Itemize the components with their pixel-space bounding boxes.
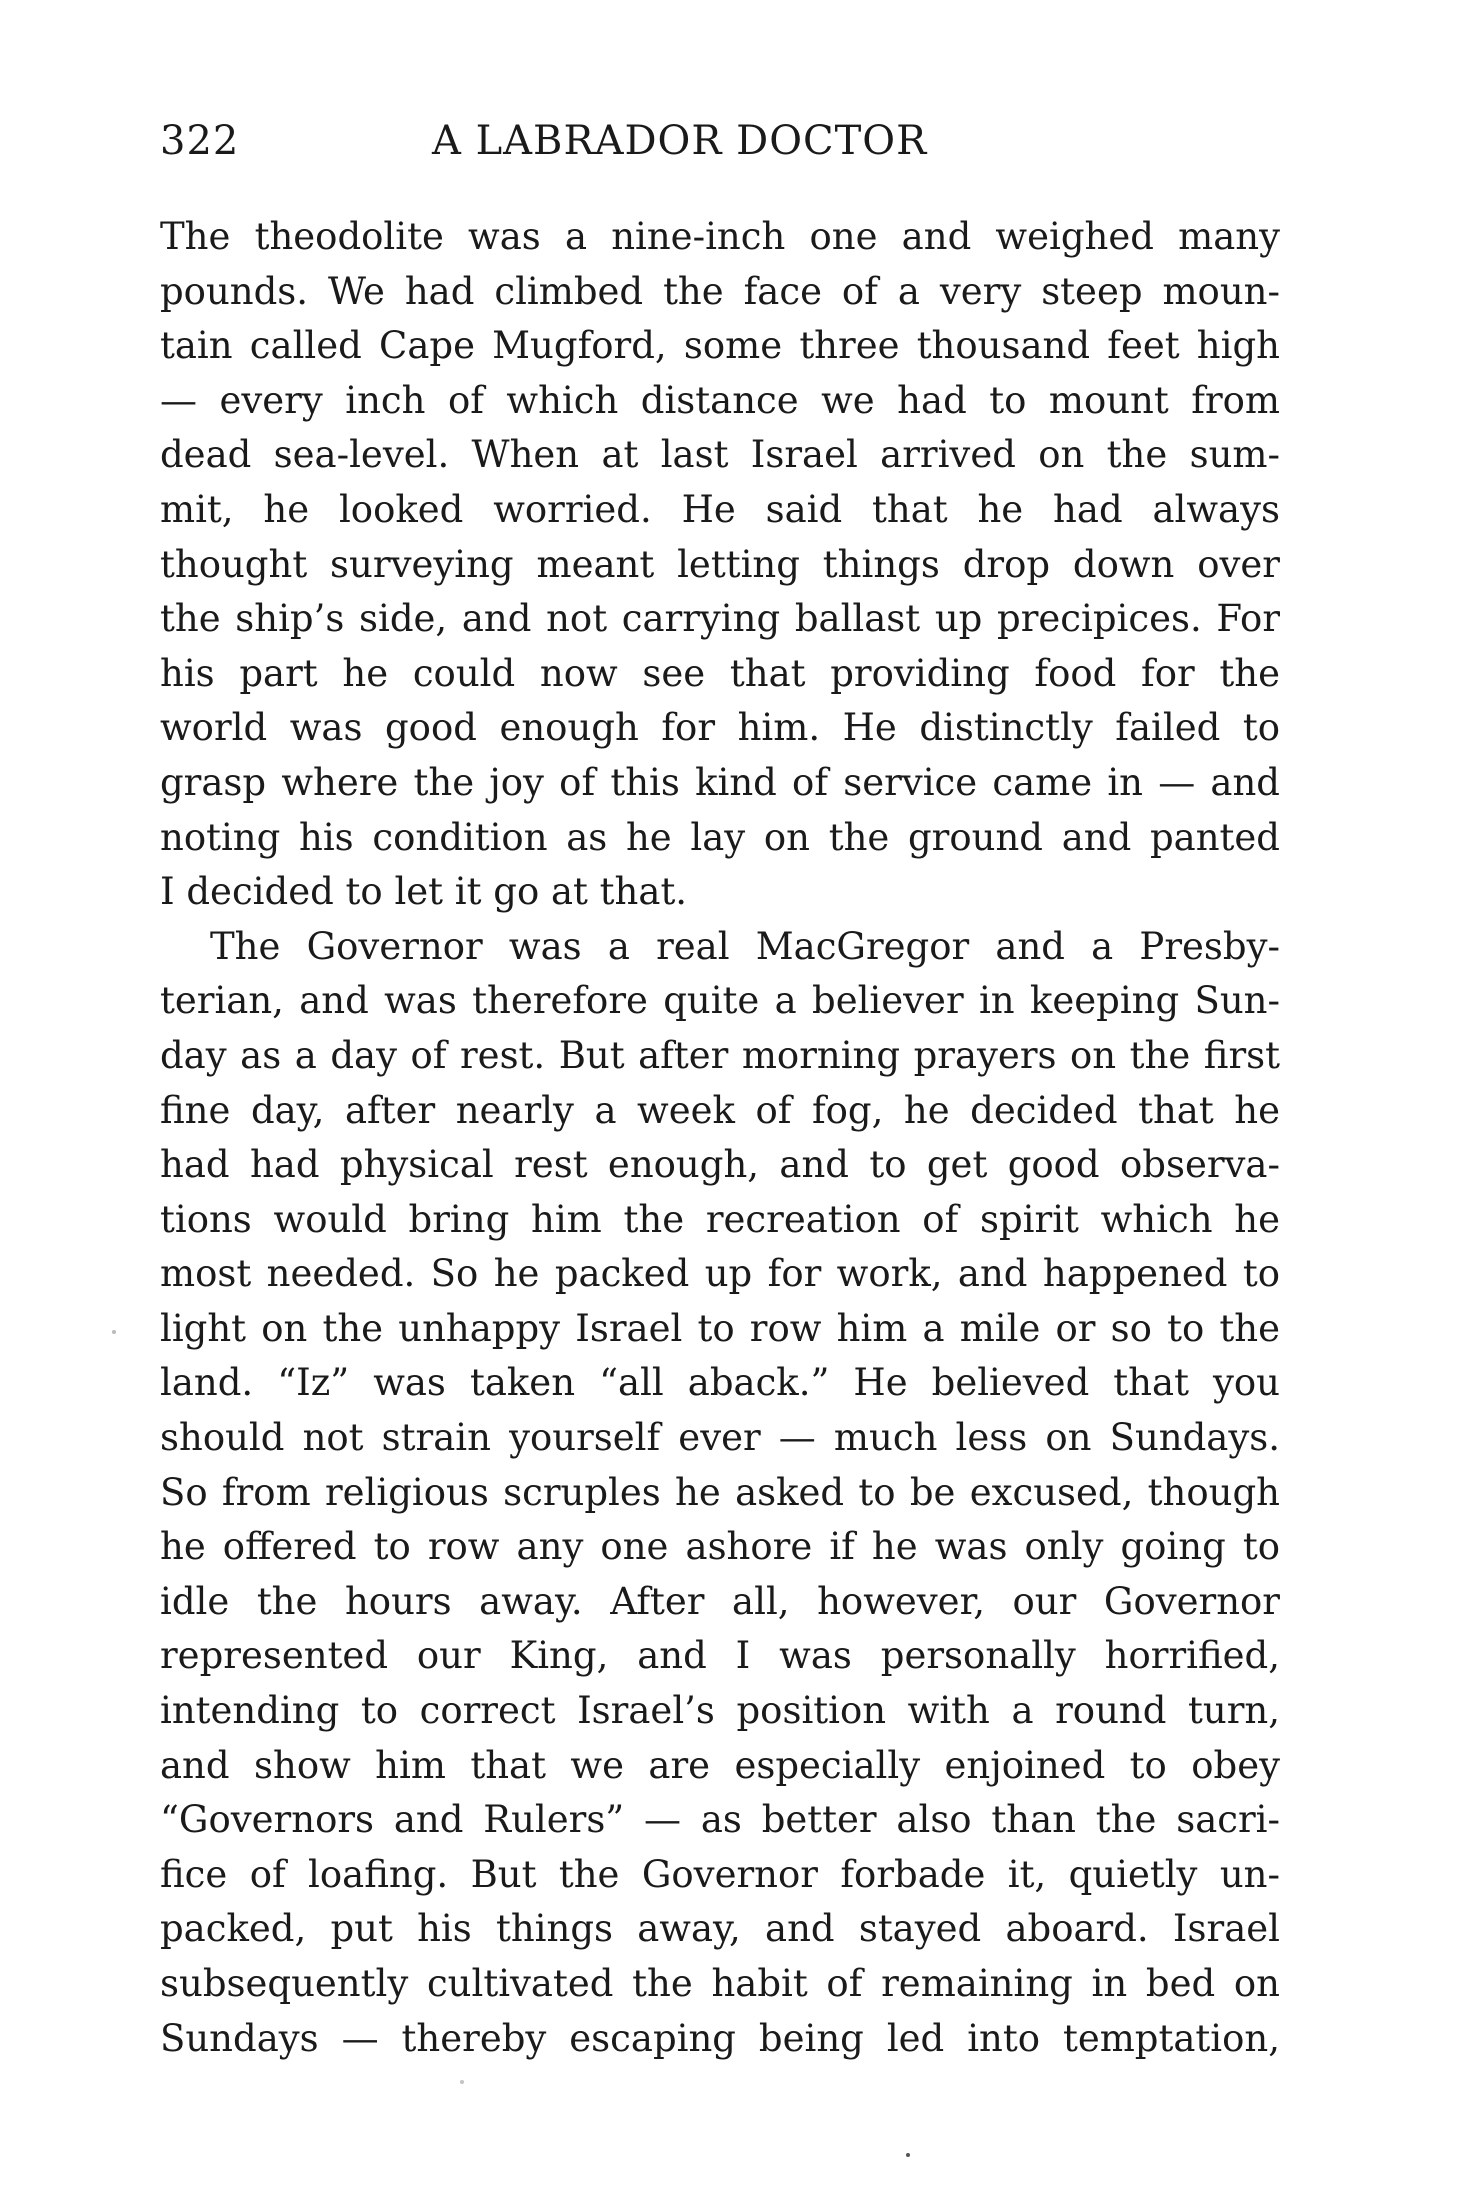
text-line: most needed. So he packed up for work, and happened to [160, 1252, 1280, 1296]
text-line: tain called Cape Mugford, some three thousand feet high [160, 324, 1280, 368]
page-number: 322 [160, 118, 240, 164]
text-line: light on the unhappy Israel to row him a mile or so to the [160, 1306, 1280, 1350]
scan-speck [460, 2080, 464, 2084]
body-text [160, 210, 1280, 2066]
text-line: dead sea-level. When at last Israel arrived on the sum- [160, 433, 1280, 477]
text-line: Sundays — thereby escaping being led into temptation, [160, 2016, 1280, 2060]
text-line: tions would bring him the recreation of spirit which he [160, 1197, 1280, 1241]
text-line: his part he could now see that providing food for the [160, 651, 1280, 695]
text-line: I decided to let it go at that. [160, 870, 688, 914]
text-line: subsequently cultivated the habit of remaining in bed on [160, 1962, 1280, 2005]
text-line: fine day, after nearly a week of fog, he decided that he [160, 1088, 1280, 1132]
text-line: fice of loafing. But the Governor forbade it, quietly un- [160, 1852, 1280, 1896]
text-line: the ship’s side, and not carrying ballast up precipices. For [160, 597, 1280, 641]
text-line: mit, he looked worried. He said that he had always [160, 487, 1280, 531]
scan-speck [112, 1330, 116, 1334]
text-line: had had physical rest enough, and to get good observa- [160, 1143, 1280, 1187]
text-line: The Governor was a real MacGregor and a Presby- [210, 924, 1280, 968]
text-line: So from religious scruples he asked to be excused, though [160, 1470, 1280, 1514]
text-line: intending to correct Israel’s position with a round turn, [160, 1689, 1280, 1733]
text-line: and show him that we are especially enjoined to obey [160, 1743, 1280, 1787]
paragraph [160, 210, 1280, 920]
paragraph [160, 920, 1280, 2066]
text-line: “Governors and Rulers” — as better also than the sacri- [160, 1798, 1280, 1842]
running-title: A LABRADOR DOCTOR [432, 118, 928, 164]
text-line: terian, and was therefore quite a believer in keeping Sun- [160, 979, 1280, 1023]
text-line: — every inch of which distance we had to mount from [160, 378, 1280, 422]
text-line: thought surveying meant letting things drop down over [160, 542, 1280, 586]
text-line: idle the hours away. After all, however, our Governor [160, 1579, 1280, 1623]
text-line: represented our King, and I was personally horrified, [160, 1634, 1280, 1678]
text-line: noting his condition as he lay on the ground and panted [160, 815, 1280, 859]
text-line: land. “Iz” was taken “all aback.” He believed that you [160, 1361, 1280, 1405]
text-line: packed, put his things away, and stayed aboard. Israel [160, 1907, 1280, 1951]
page-header [160, 118, 1290, 178]
text-line: world was good enough for him. He distinctly failed to [160, 706, 1280, 750]
scan-speck [906, 2153, 910, 2157]
text-line: grasp where the joy of this kind of service came in — and [160, 760, 1280, 804]
text-line: pounds. We had climbed the face of a very steep moun- [160, 269, 1280, 313]
text-line: should not strain yourself ever — much less on Sundays. [160, 1416, 1280, 1460]
text-line: The theodolite was a nine-inch one and weighed many [160, 215, 1280, 258]
text-line: he offered to row any one ashore if he was only going to [160, 1525, 1280, 1569]
text-line: day as a day of rest. But after morning prayers on the first [160, 1033, 1280, 1077]
